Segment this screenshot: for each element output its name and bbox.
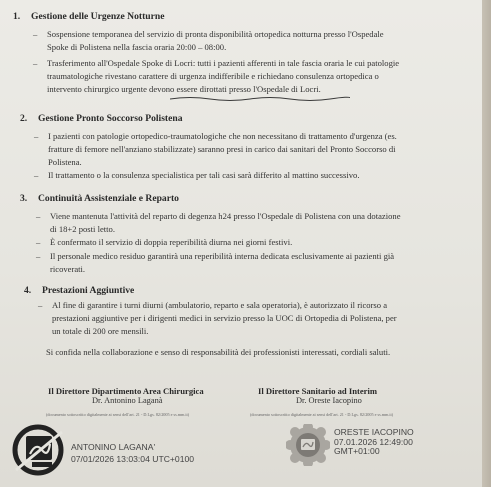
- body-line: ricoverati.: [50, 264, 86, 274]
- body-line: Spoke di Polistena nella fascia oraria 20:00 – 08:00.: [47, 42, 227, 52]
- body-line: – Il personale medico residuo garantirà una reperibilità interna dedicata esclusivamente ai pazienti già: [36, 251, 395, 261]
- section-heading: 2. Gestione Pronto Soccorso Polistena: [20, 113, 183, 124]
- section-heading: 4. Prestazioni Aggiuntive: [24, 285, 135, 296]
- right-signatory-name: Dr. Oreste Iacopino: [296, 396, 362, 405]
- body-line: prestazioni aggiuntive per i dirigenti medici in servizio presso la UOC di Ortopedia di Polistena, per: [52, 313, 397, 323]
- section-heading: [13, 11, 164, 22]
- left-stamp-date: 07/01/2026 13:03:04 UTC+0100: [71, 454, 195, 464]
- section-heading: 3. Continuità Assistenziale e Reparto: [20, 193, 179, 204]
- right-fine-print: (documento sottoscritto digitalmente ai sensi dell'art. 21 - D.Lgs. 82/2005 e ss.mm.ii): [250, 412, 394, 417]
- right-stamp-date: 07.01.2026 12:49:00: [334, 437, 413, 447]
- body-line: di 18+2 posti letto.: [50, 224, 116, 234]
- left-signatory-name: Dr. Antonino Laganà: [92, 396, 163, 405]
- section-title: Gestione delle Urgenze Notturne: [31, 11, 165, 22]
- left-fine-print: (documento sottoscritto digitalmente ai sensi dell'art. 21 - D.Lgs. 82/2005 e ss.mm.ii): [46, 412, 190, 417]
- body-line: Polistena.: [48, 157, 82, 167]
- handwritten-underline: [170, 96, 350, 102]
- body-line: un totale di 200 ore mensili.: [52, 326, 149, 336]
- body-line: – I pazienti con patologie ortopedico-traumatologiche che non necessitano di trattamento d'urgenza (es.: [34, 131, 397, 141]
- body-line: – Sospensione temporanea del servizio di pronta disponibilità ortopedica notturna presso l'Ospedale: [33, 29, 384, 39]
- body-line: fratture di femore nell'anziano stabilizzate) saranno presi in carico dai sanitari del Pronto Soccorso di: [48, 144, 396, 154]
- section-number: 1.: [13, 11, 21, 22]
- closing-sentence: Si confida nella collaborazione e senso di responsabilità dei professionisti interessati, cordiali saluti.: [46, 347, 391, 357]
- right-stamp-timezone: GMT+01:00: [334, 446, 380, 456]
- right-stamp-name: ORESTE IACOPINO: [334, 427, 414, 437]
- body-line: – Il trattamento o la consulenza specialistica per tali casi sarà differito al mattino successivo.: [34, 170, 360, 180]
- left-signatory-title: Il Direttore Dipartimento Area Chirurgica: [48, 386, 204, 396]
- body-line: traumatologiche rivestano carattere di urgenza indifferibile e richiedano consulenza ortopedica o: [47, 71, 379, 81]
- digital-signature-stamp-icon: [12, 424, 68, 476]
- body-line: – Trasferimento all'Ospedale Spoke di Locri: tutti i pazienti afferenti in tale fascia oraria le cui patologie: [33, 58, 400, 68]
- body-line: – Al fine di garantire i turni diurni (ambulatorio, reparto e sala operatoria), è autorizzato il ricorso a: [38, 300, 388, 310]
- body-line: intervento chirurgico urgente devono essere dirottati presso l'Ospedale di Locri.: [47, 84, 321, 94]
- left-stamp-name: ANTONINO LAGANA': [71, 442, 156, 452]
- digital-signature-seal-icon: [286, 424, 330, 466]
- right-signatory-title: Il Direttore Sanitario ad Interim: [258, 386, 378, 396]
- body-line: – È confermato il servizio di doppia reperibilità diurna nei giorni festivi.: [36, 237, 293, 247]
- body-line: – Viene mantenuta l'attività del reparto di degenza h24 presso l'Ospedale di Polistena con una dotazione: [36, 211, 401, 221]
- page-edge: [482, 0, 491, 487]
